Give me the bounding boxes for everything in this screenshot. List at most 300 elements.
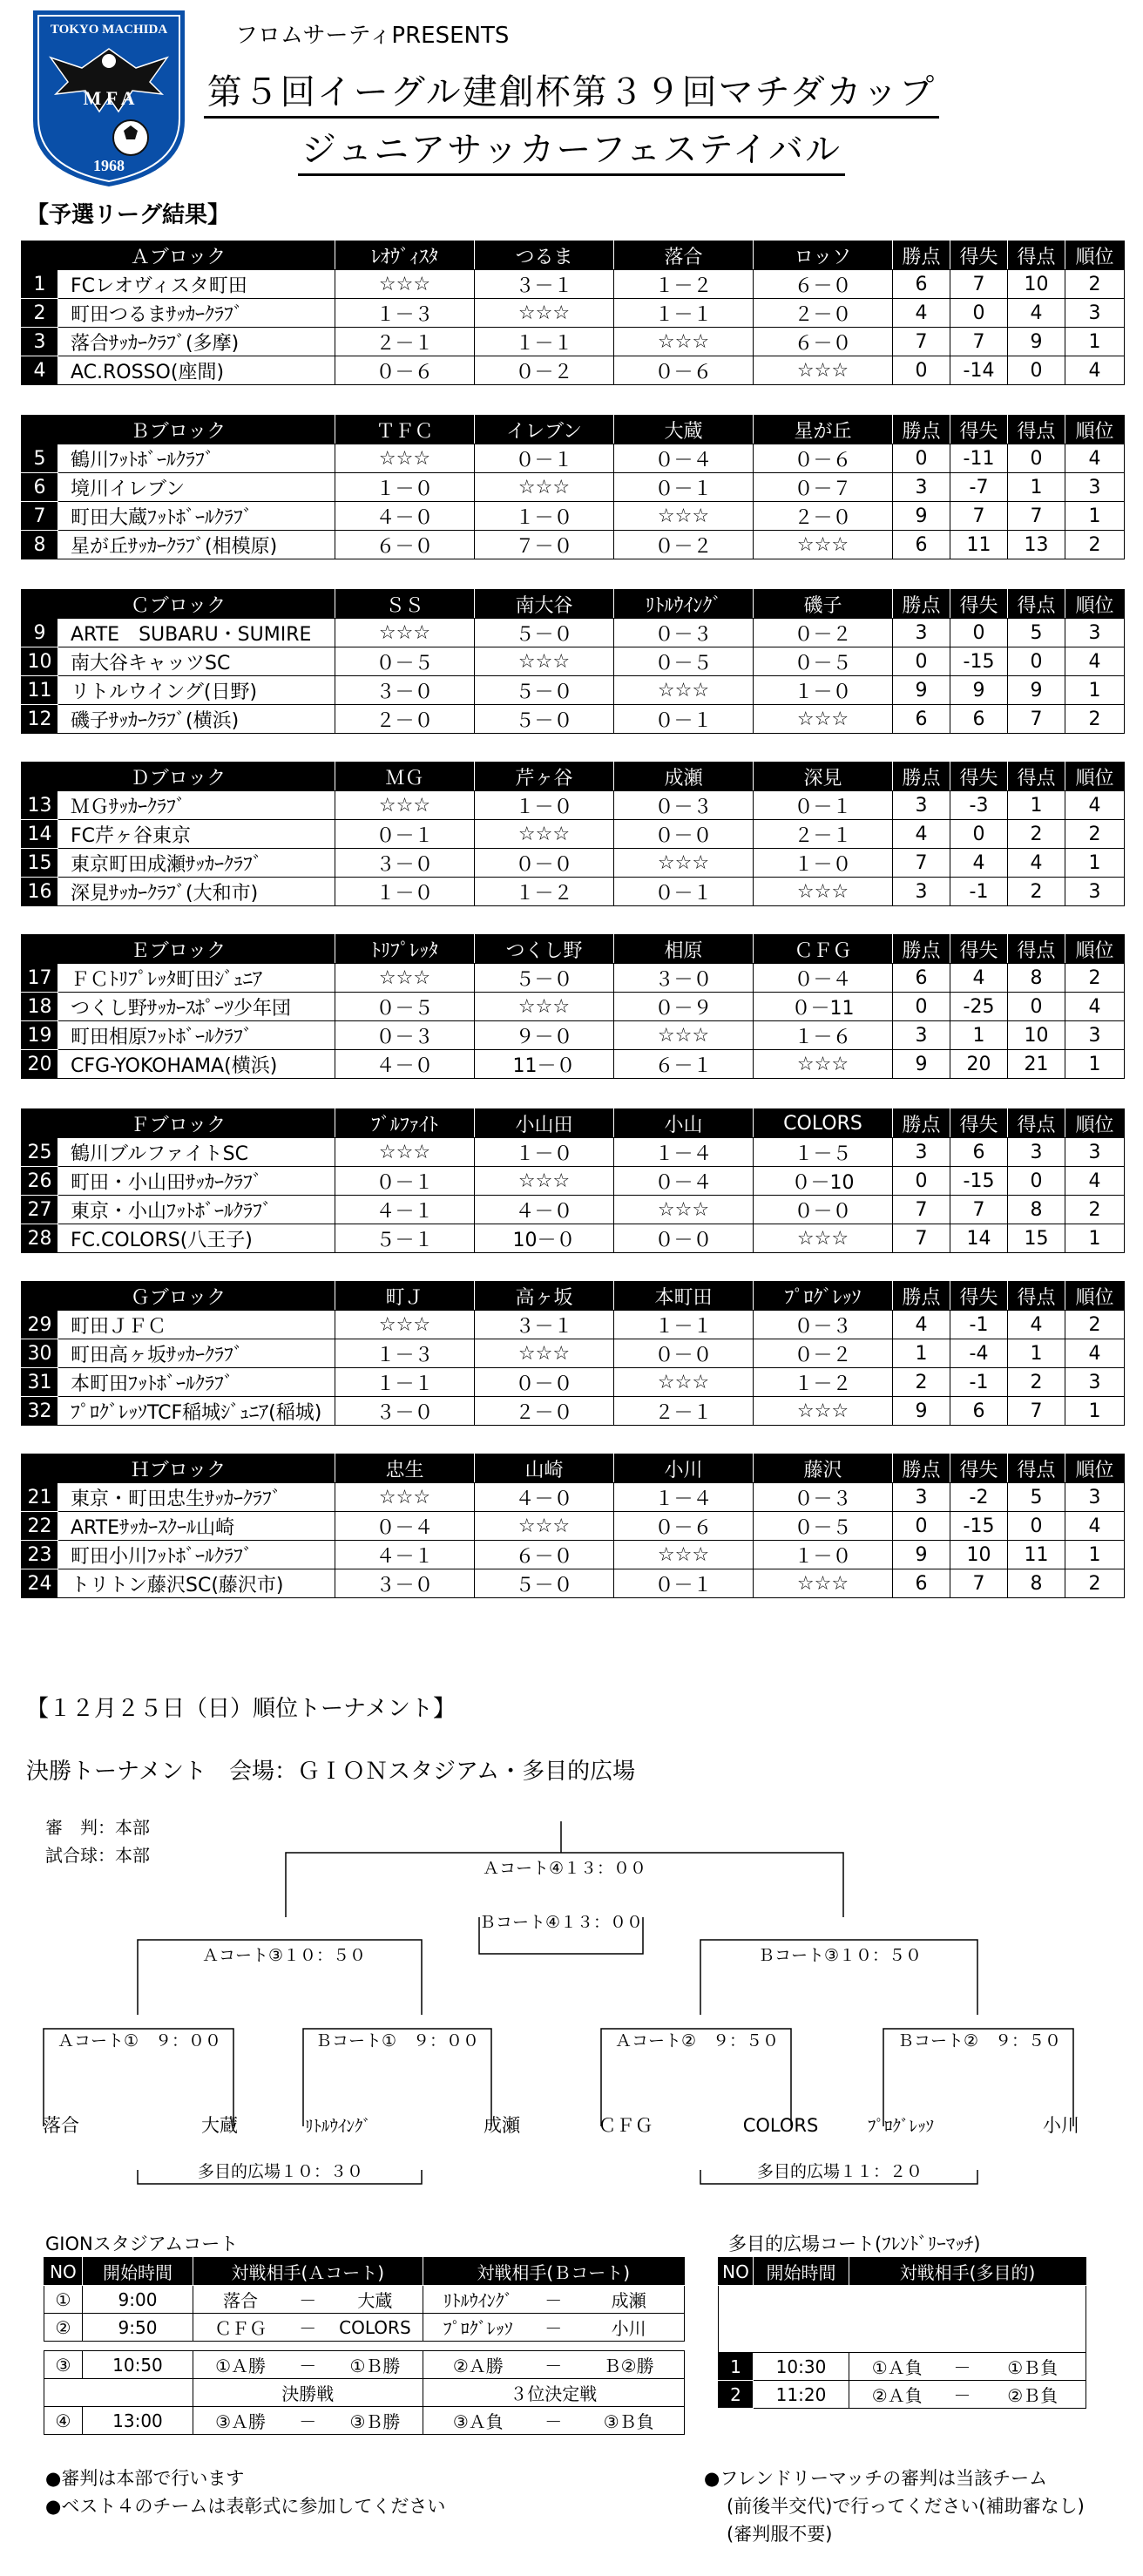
- match-result: ０－５: [754, 647, 893, 676]
- match-result: １－０: [475, 1138, 614, 1167]
- match-result: ３－０: [335, 1397, 475, 1426]
- opponent-header: ＴＦＣ: [335, 416, 475, 444]
- match-result: ４－１: [335, 1196, 475, 1224]
- bracket-team: 小川: [1043, 2115, 1079, 2136]
- match-result: １－０: [335, 473, 475, 502]
- team-stat: 3: [893, 473, 950, 502]
- team-stat: 0: [1008, 993, 1065, 1021]
- schedule-row: [44, 2314, 685, 2342]
- team-row: [22, 676, 1125, 705]
- team-number: 31: [22, 1368, 58, 1397]
- team-stat: 15: [1008, 1224, 1065, 1253]
- final-label: 決勝戦: [193, 2379, 423, 2407]
- match-result: ３－０: [614, 964, 754, 993]
- row-time: 13:00: [82, 2407, 193, 2435]
- team-stat: 4: [893, 299, 950, 328]
- row-no: ③: [44, 2351, 83, 2379]
- block-table: [21, 1108, 1125, 1253]
- col-header-time: 開始時間: [82, 2258, 193, 2286]
- stat-header: 順位: [1065, 241, 1125, 270]
- team-stat: 2: [1008, 1368, 1065, 1397]
- tournament-heading: 【１２月２５日（日）順位トーナメント】: [26, 1696, 456, 1722]
- logo-text-top: TOKYO MACHIDA: [50, 23, 168, 37]
- match-result: ０－５: [335, 647, 475, 676]
- bracket-team: ＣＦＧ: [598, 2115, 653, 2136]
- col-header-opponent: 対戦相手(多目的): [849, 2258, 1086, 2286]
- team-stat: 1: [1065, 676, 1125, 705]
- match-result: １－６: [754, 1021, 893, 1050]
- team-number: 15: [22, 849, 58, 878]
- team-stat: 0: [950, 299, 1008, 328]
- friendly-schedule-table: [718, 2257, 1086, 2409]
- team-stat: 6: [893, 531, 950, 559]
- stat-header: 順位: [1065, 590, 1125, 619]
- match-result: ０－10: [754, 1167, 893, 1196]
- team-stat: 3: [1065, 1138, 1125, 1167]
- blank-row: [719, 2286, 1086, 2353]
- team-number: 24: [22, 1569, 58, 1598]
- team-row: [22, 1138, 1125, 1167]
- match-result: ☆☆☆: [754, 1569, 893, 1598]
- gion-court-title: GIONスタジアムコート: [45, 2234, 239, 2254]
- team-stat: -11: [950, 444, 1008, 473]
- dash: －: [287, 2407, 328, 2435]
- team-number: 22: [22, 1512, 58, 1541]
- team-number: 3: [22, 328, 58, 356]
- team-row: [22, 1541, 1125, 1569]
- row-time: 9:50: [82, 2314, 193, 2342]
- stat-header: 順位: [1065, 1454, 1125, 1483]
- a-team-2: ③Ｂ勝: [328, 2407, 423, 2435]
- team-stat: -3: [950, 791, 1008, 820]
- blank-cell: [44, 2379, 193, 2407]
- match-result: ０－１: [335, 1167, 475, 1196]
- gion-note-1: ●審判は本部で行います: [45, 2468, 245, 2489]
- team-name: トリトン藤沢SC(藤沢市): [58, 1569, 335, 1598]
- match-result: ６－０: [475, 1541, 614, 1569]
- team-number: 18: [22, 993, 58, 1021]
- opponent-header: 落合: [614, 241, 754, 270]
- schedule-row: [44, 2286, 685, 2314]
- team-stat: 3: [1008, 1138, 1065, 1167]
- row-gap: [44, 2342, 685, 2351]
- team-stat: 8: [1008, 1569, 1065, 1598]
- stat-header: 得点: [1008, 935, 1065, 964]
- team-stat: 7: [950, 270, 1008, 299]
- stat-header: 得点: [1008, 1454, 1065, 1483]
- team-stat: 7: [893, 1224, 950, 1253]
- match-result: ☆☆☆: [614, 1368, 754, 1397]
- team-stat: -15: [950, 647, 1008, 676]
- team-row: [22, 619, 1125, 647]
- match-result: ０－２: [754, 619, 893, 647]
- team-stat: 0: [1008, 1512, 1065, 1541]
- team-stat: 4: [1008, 299, 1065, 328]
- team-stat: 4: [1065, 356, 1125, 385]
- gion-note-2: ●ベスト４のチームは表彰式に参加してください: [45, 2496, 446, 2517]
- match-result: １－０: [475, 791, 614, 820]
- team-row: [22, 647, 1125, 676]
- team-stat: 3: [893, 1483, 950, 1512]
- quarter-1-label: Ａコート① ９：００: [57, 2031, 222, 2051]
- match-result: ０－６: [335, 356, 475, 385]
- opponent-header: ﾄﾘﾌﾟﾚｯﾀ: [335, 935, 475, 964]
- team-row: [22, 1167, 1125, 1196]
- match-result: ０－１: [475, 444, 614, 473]
- team-stat: 7: [893, 328, 950, 356]
- col-header-time: 開始時間: [754, 2258, 849, 2286]
- match-result: １－４: [614, 1138, 754, 1167]
- stat-header: 順位: [1065, 935, 1125, 964]
- page-subtitle: [0, 122, 1143, 176]
- final-court-label: Ａコート④１３：００: [482, 1859, 647, 1878]
- team-stat: 2: [893, 1368, 950, 1397]
- stat-header: 勝点: [893, 763, 950, 791]
- friendly-right-label: 多目的広場１１：２０: [756, 2162, 923, 2181]
- team-stat: 11: [950, 531, 1008, 559]
- team-stat: -2: [950, 1483, 1008, 1512]
- row-time: 10:50: [82, 2351, 193, 2379]
- team-stat: 13: [1008, 531, 1065, 559]
- team-stat: -1: [950, 878, 1008, 906]
- team-stat: 0: [893, 647, 950, 676]
- bracket-team: 成瀬: [484, 2115, 520, 2136]
- opponent-header: ロッソ: [754, 241, 893, 270]
- team-stat: 9: [893, 1541, 950, 1569]
- match-result: ３－１: [475, 270, 614, 299]
- match-result: ５－０: [475, 705, 614, 734]
- block-table: [21, 241, 1125, 385]
- match-result: ０－０: [614, 1224, 754, 1253]
- dash: －: [533, 2314, 573, 2342]
- opponent-header: 星が丘: [754, 416, 893, 444]
- match-result: ２－１: [754, 820, 893, 849]
- row-time: 10:30: [754, 2353, 849, 2381]
- team-stat: 9: [950, 676, 1008, 705]
- team-name: 本町田ﾌｯﾄﾎﾞｰﾙｸﾗﾌﾞ: [58, 1368, 335, 1397]
- b-team-1: ﾘﾄﾙｳｲﾝｸﾞ: [423, 2286, 533, 2314]
- stat-header: 勝点: [893, 1282, 950, 1311]
- opponent-header: 深見: [754, 763, 893, 791]
- match-result: ０－６: [614, 356, 754, 385]
- team-stat: 3: [893, 1021, 950, 1050]
- stat-header: 勝点: [893, 241, 950, 270]
- team-stat: 4: [950, 964, 1008, 993]
- match-result: ５－０: [475, 1569, 614, 1598]
- match-result: ２－０: [475, 1397, 614, 1426]
- b-team-1: ②Ａ勝: [423, 2351, 533, 2379]
- match-result: ０－９: [614, 993, 754, 1021]
- team-name: 町田・小山田ｻｯｶｰｸﾗﾌﾞ: [58, 1167, 335, 1196]
- team-stat: 4: [1065, 647, 1125, 676]
- col-header-a-court: 対戦相手(Ａコート): [193, 2258, 423, 2286]
- team-stat: 11: [1008, 1541, 1065, 1569]
- stat-header: 得失: [950, 416, 1008, 444]
- match-result: ０－３: [754, 1311, 893, 1339]
- team-number: 21: [22, 1483, 58, 1512]
- team-stat: 0: [893, 1167, 950, 1196]
- team-stat: 1: [1008, 791, 1065, 820]
- team-row: [22, 1050, 1125, 1079]
- match-result: ☆☆☆: [754, 1397, 893, 1426]
- team-stat: 9: [893, 502, 950, 531]
- team-number: 10: [22, 647, 58, 676]
- match-result: ５－０: [475, 619, 614, 647]
- opponent-header: つくし野: [475, 935, 614, 964]
- bracket-team: COLORS: [742, 2115, 819, 2136]
- a-team-2: 大蔵: [328, 2286, 423, 2314]
- team-row: [22, 1368, 1125, 1397]
- team-stat: 1: [1065, 1224, 1125, 1253]
- opponent-header: 大蔵: [614, 416, 754, 444]
- team-stat: -15: [950, 1512, 1008, 1541]
- match-result: ☆☆☆: [475, 1339, 614, 1368]
- team-stat: 2: [1065, 531, 1125, 559]
- match-result: ☆☆☆: [475, 820, 614, 849]
- bracket-team: 落合: [43, 2115, 79, 2136]
- team-stat: -4: [950, 1339, 1008, 1368]
- team-name: CFG-YOKOHAMA(横浜): [58, 1050, 335, 1079]
- stat-header: 順位: [1065, 1282, 1125, 1311]
- team-stat: 0: [893, 444, 950, 473]
- team-name: 南大谷キャッツSC: [58, 647, 335, 676]
- third-place-label: ３位決定戦: [423, 2379, 685, 2407]
- b-team-2: ③Ｂ負: [573, 2407, 684, 2435]
- match-result: １－０: [754, 849, 893, 878]
- match-result: ０－１: [614, 878, 754, 906]
- team-row: [22, 1311, 1125, 1339]
- team-stat: 9: [893, 1397, 950, 1426]
- a-team-1: 落合: [193, 2286, 288, 2314]
- stat-header: 得失: [950, 241, 1008, 270]
- team-number: 11: [22, 676, 58, 705]
- team-stat: 2: [1065, 1196, 1125, 1224]
- match-result: ☆☆☆: [754, 878, 893, 906]
- match-result: １－０: [754, 1541, 893, 1569]
- stat-header: 順位: [1065, 763, 1125, 791]
- team-name: リトルウイング(日野): [58, 676, 335, 705]
- gion-schedule-table: [44, 2257, 685, 2435]
- stat-header: 得点: [1008, 763, 1065, 791]
- dash: －: [287, 2351, 328, 2379]
- match-result: １－０: [754, 676, 893, 705]
- match-result: ☆☆☆: [614, 1541, 754, 1569]
- match-result: ０－６: [614, 1512, 754, 1541]
- team-name: ﾌﾟﾛｸﾞﾚｯｿTCF稲城ｼﾞｭﾆｱ(稲城): [58, 1397, 335, 1426]
- block-table: [21, 1281, 1125, 1426]
- col-header-no: NO: [719, 2258, 754, 2286]
- match-result: ０－５: [614, 647, 754, 676]
- match-result: ０－０: [754, 1196, 893, 1224]
- dash: －: [533, 2286, 573, 2314]
- team-number: 5: [22, 444, 58, 473]
- opponent-header: COLORS: [754, 1109, 893, 1138]
- team-stat: 7: [1008, 1397, 1065, 1426]
- match-result: ０－４: [614, 444, 754, 473]
- match-result: ☆☆☆: [754, 356, 893, 385]
- block-name: Ａブロック: [22, 241, 335, 270]
- match-result: ０－２: [614, 531, 754, 559]
- dash: －: [287, 2314, 328, 2342]
- match-result: ☆☆☆: [335, 1483, 475, 1512]
- opponent-header: ﾌﾟﾛｸﾞﾚｯｿ: [754, 1282, 893, 1311]
- team-stat: 6: [950, 705, 1008, 734]
- match-result: ３－０: [335, 1569, 475, 1598]
- match-result: １－４: [614, 1483, 754, 1512]
- team-stat: 2: [1065, 820, 1125, 849]
- team-stat: -15: [950, 1167, 1008, 1196]
- team-stat: 5: [1008, 619, 1065, 647]
- block-name: Ｅブロック: [22, 935, 335, 964]
- match-result: ０－５: [754, 1512, 893, 1541]
- match-result: ０－７: [754, 473, 893, 502]
- team-name: ＦＣﾄﾘﾌﾟﾚｯﾀ町田ｼﾞｭﾆｱ: [58, 964, 335, 993]
- match-result: ５－０: [475, 964, 614, 993]
- match-result: ２－０: [754, 502, 893, 531]
- match-result: ０－５: [335, 993, 475, 1021]
- match-result: ０－６: [754, 444, 893, 473]
- team-stat: 4: [1065, 444, 1125, 473]
- team-name: 落合ｻｯｶｰｸﾗﾌﾞ(多摩): [58, 328, 335, 356]
- dash: －: [533, 2407, 573, 2435]
- team-number: 25: [22, 1138, 58, 1167]
- opponent-header: 町Ｊ: [335, 1282, 475, 1311]
- match-result: ２－０: [335, 705, 475, 734]
- team-1: ②Ａ負: [849, 2381, 945, 2409]
- team-number: 26: [22, 1167, 58, 1196]
- team-stat: 3: [893, 791, 950, 820]
- team-name: 町田小川ﾌｯﾄﾎﾞｰﾙｸﾗﾌﾞ: [58, 1541, 335, 1569]
- stat-header: 順位: [1065, 1109, 1125, 1138]
- team-stat: 14: [950, 1224, 1008, 1253]
- team-stat: 6: [893, 964, 950, 993]
- team-number: 2: [22, 299, 58, 328]
- presents-line: フロムサーティPRESENTS: [235, 23, 510, 49]
- team-stat: 2: [1065, 1569, 1125, 1598]
- team-row: [22, 328, 1125, 356]
- team-stat: 3: [1065, 619, 1125, 647]
- team-stat: 5: [1008, 1483, 1065, 1512]
- friendly-left-label: 多目的広場１０：３０: [197, 2162, 364, 2181]
- match-result: １－１: [614, 1311, 754, 1339]
- match-result: ０－１: [614, 473, 754, 502]
- team-stat: 0: [1008, 1167, 1065, 1196]
- team-stat: 9: [893, 676, 950, 705]
- block-name: Ｆブロック: [22, 1109, 335, 1138]
- match-result: １－２: [614, 270, 754, 299]
- opponent-header: 相原: [614, 935, 754, 964]
- b-team-1: ﾌﾟﾛｸﾞﾚｯｿ: [423, 2314, 533, 2342]
- match-result: ☆☆☆: [614, 502, 754, 531]
- match-result: ☆☆☆: [335, 270, 475, 299]
- team-stat: 3: [1065, 1368, 1125, 1397]
- match-result: ０－４: [614, 1167, 754, 1196]
- team-row: [22, 1224, 1125, 1253]
- team-stat: 1: [950, 1021, 1008, 1050]
- team-stat: 4: [1008, 1311, 1065, 1339]
- match-result: ４－１: [335, 1541, 475, 1569]
- match-result: ０－３: [335, 1021, 475, 1050]
- team-row: [22, 1021, 1125, 1050]
- match-result: ５－０: [475, 676, 614, 705]
- team-stat: 6: [950, 1397, 1008, 1426]
- stat-header: 順位: [1065, 416, 1125, 444]
- stat-header: 勝点: [893, 1454, 950, 1483]
- opponent-header: 小川: [614, 1454, 754, 1483]
- match-result: １－０: [335, 878, 475, 906]
- team-row: [22, 705, 1125, 734]
- team-number: 4: [22, 356, 58, 385]
- friendly-note-2: (前後半交代)で行ってください(補助審なし): [727, 2496, 1085, 2517]
- match-result: ２－１: [335, 328, 475, 356]
- team-stat: 3: [1065, 473, 1125, 502]
- match-result: ☆☆☆: [754, 1050, 893, 1079]
- match-result: ☆☆☆: [475, 299, 614, 328]
- match-result: 11－０: [475, 1050, 614, 1079]
- team-number: 9: [22, 619, 58, 647]
- row-no: ②: [44, 2314, 83, 2342]
- team-stat: 1: [1065, 1050, 1125, 1079]
- team-stat: 7: [1008, 705, 1065, 734]
- team-row: [22, 1483, 1125, 1512]
- quarter-3-label: Ａコート② ９：５０: [614, 2031, 780, 2051]
- team-stat: 1: [1008, 1339, 1065, 1368]
- match-result: 10－０: [475, 1224, 614, 1253]
- match-result: ☆☆☆: [754, 1224, 893, 1253]
- stat-header: 得点: [1008, 241, 1065, 270]
- match-result: ６－０: [754, 328, 893, 356]
- stat-header: 得点: [1008, 416, 1065, 444]
- team-stat: 1: [1065, 1397, 1125, 1426]
- match-result: ０－１: [754, 791, 893, 820]
- team-stat: 7: [1008, 502, 1065, 531]
- match-result: ４－０: [475, 1196, 614, 1224]
- team-number: 32: [22, 1397, 58, 1426]
- team-row: [22, 299, 1125, 328]
- team-number: 13: [22, 791, 58, 820]
- bracket-team: ﾌﾟﾛｸﾞﾚｯｿ: [867, 2117, 935, 2136]
- match-result: ０－０: [475, 1368, 614, 1397]
- team-row: [22, 849, 1125, 878]
- b-team-2: 成瀬: [573, 2286, 684, 2314]
- friendly-row: [719, 2353, 1086, 2381]
- team-name: FC.COLORS(八王子): [58, 1224, 335, 1253]
- opponent-header: 本町田: [614, 1282, 754, 1311]
- dash: －: [287, 2286, 328, 2314]
- team-stat: 2: [1008, 820, 1065, 849]
- schedule-row: [44, 2351, 685, 2379]
- match-result: ０－11: [754, 993, 893, 1021]
- match-result: ０－２: [754, 1339, 893, 1368]
- match-result: ０－４: [754, 964, 893, 993]
- match-result: ☆☆☆: [475, 1512, 614, 1541]
- match-result: ☆☆☆: [335, 444, 475, 473]
- match-result: ☆☆☆: [754, 531, 893, 559]
- stat-header: 得点: [1008, 590, 1065, 619]
- match-result: １－２: [475, 878, 614, 906]
- team-stat: 9: [1008, 676, 1065, 705]
- team-stat: 3: [893, 619, 950, 647]
- match-result: ４－０: [335, 1050, 475, 1079]
- team-row: [22, 1196, 1125, 1224]
- stat-header: 得失: [950, 590, 1008, 619]
- quarter-4-label: Ｂコート② ９：５０: [896, 2031, 1062, 2051]
- team-name: 鶴川ブルファイトSC: [58, 1138, 335, 1167]
- match-result: ３－１: [475, 1311, 614, 1339]
- team-number: 6: [22, 473, 58, 502]
- team-stat: 1: [1065, 849, 1125, 878]
- match-result: ３－０: [335, 676, 475, 705]
